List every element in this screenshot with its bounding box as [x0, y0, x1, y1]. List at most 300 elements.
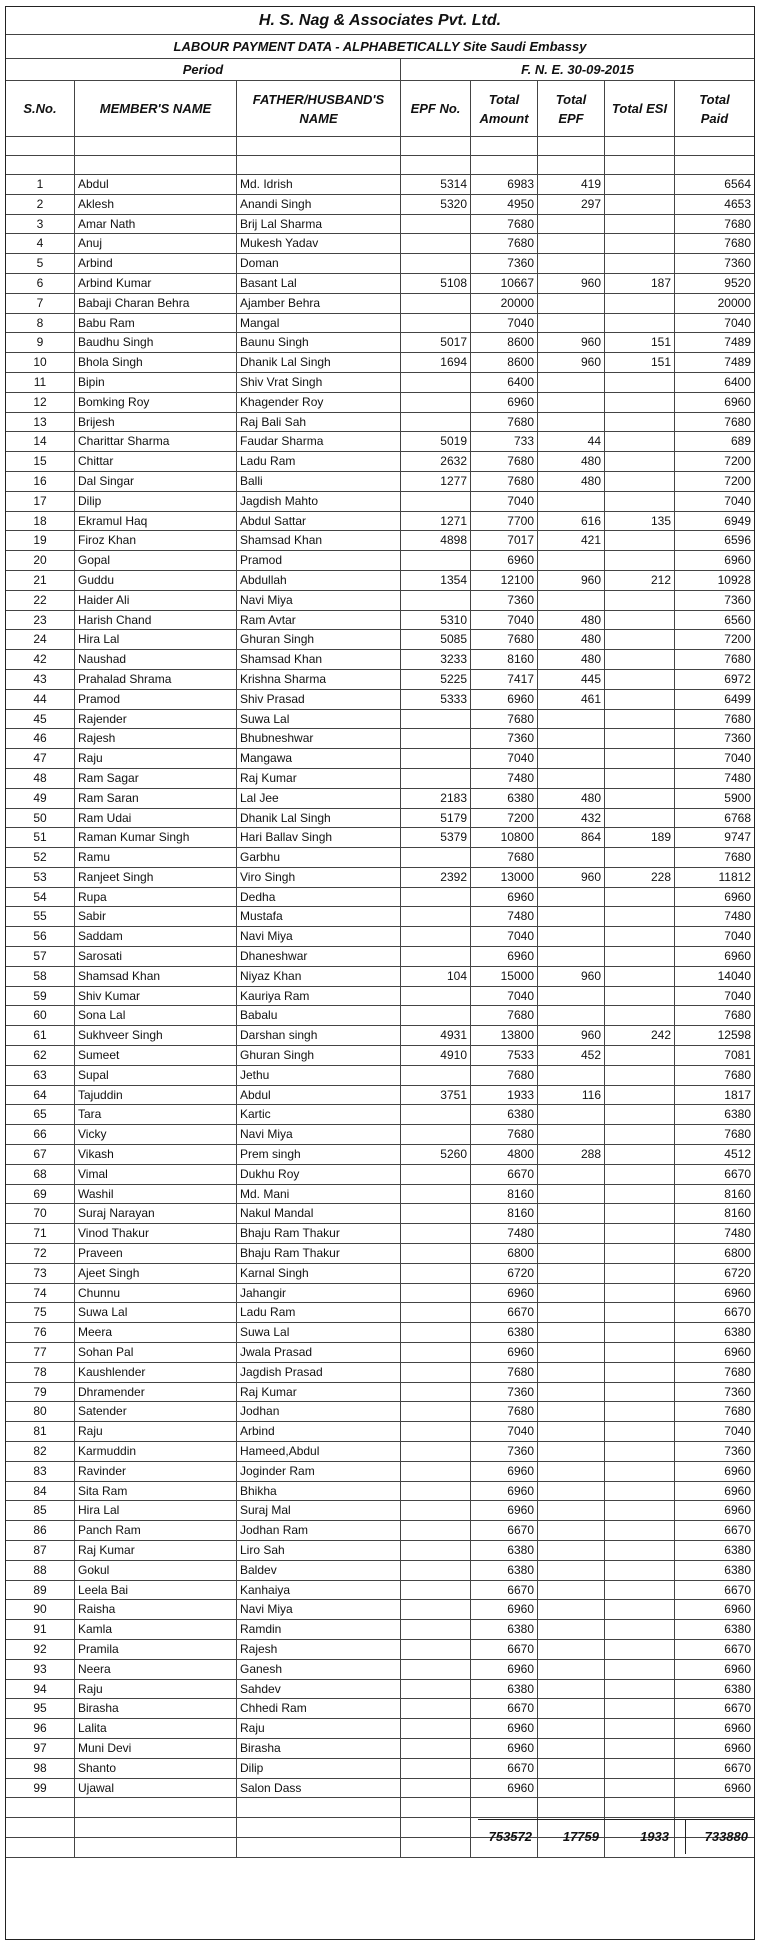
cell-sno: 46	[6, 729, 75, 748]
cell-total-amount: 6380	[471, 1680, 538, 1699]
cell-father-name: Bhubneshwar	[237, 729, 401, 748]
cell-total-paid: 6670	[724, 1701, 751, 1716]
cell-father-name: Ladu Ram	[237, 1303, 401, 1322]
cell-member-name: Bomking Roy	[75, 393, 237, 412]
cell-sno: 75	[6, 1303, 75, 1322]
cell-sno: 72	[6, 1244, 75, 1263]
cell-total-epf: 480	[538, 650, 605, 669]
cell-total-esi	[605, 591, 675, 610]
cell-total-epf	[538, 1442, 605, 1461]
cell-total-esi	[605, 1224, 675, 1243]
cell-total-esi	[605, 848, 675, 867]
cell-total-paid: 7360	[724, 256, 751, 271]
cell-total-amount: 7680	[471, 1402, 538, 1421]
cell-total-amount: 6960	[471, 393, 538, 412]
cell-member-name: Vikash	[75, 1145, 237, 1164]
cell-sno: 77	[6, 1343, 75, 1362]
cell-father-name: Hari Ballav Singh	[237, 828, 401, 847]
cell-total-epf	[538, 1105, 605, 1124]
cell-total-epf	[538, 1006, 605, 1025]
cell-epf-no: 1694	[401, 353, 471, 372]
cell-father-name: Navi Miya	[237, 927, 401, 946]
cell-total-paid: 689	[730, 434, 751, 449]
cell-father-name: Ajamber Behra	[237, 294, 401, 313]
cell-total-esi	[605, 947, 675, 966]
cell-father-name: Garbhu	[237, 848, 401, 867]
cell-epf-no	[401, 413, 471, 432]
cell-total-amount: 6960	[471, 1779, 538, 1798]
payment-sheet	[5, 6, 755, 1940]
cell-sno: 2	[6, 195, 75, 214]
cell-total-epf	[538, 591, 605, 610]
cell-sno: 95	[6, 1699, 75, 1718]
cell-sno: 57	[6, 947, 75, 966]
cell-sno: 8	[6, 314, 75, 333]
cell-total-amount: 12100	[471, 571, 538, 590]
cell-member-name: Washil	[75, 1185, 237, 1204]
cell-total-amount: 7680	[471, 848, 538, 867]
cell-epf-no	[401, 987, 471, 1006]
cell-epf-no	[401, 254, 471, 273]
cell-father-name: Balli	[237, 472, 401, 491]
cell-total-epf: 480	[538, 472, 605, 491]
cell-sno: 65	[6, 1105, 75, 1124]
cell-epf-no	[401, 1640, 471, 1659]
cell-father-name: Ghuran Singh	[237, 1046, 401, 1065]
table-row	[6, 611, 754, 631]
cell-sno: 92	[6, 1640, 75, 1659]
table-row	[6, 1303, 754, 1323]
cell-total-paid: 6960	[724, 1740, 751, 1755]
table-row	[6, 1145, 754, 1165]
cell-member-name: Pramod	[75, 690, 237, 709]
cell-epf-no	[401, 492, 471, 511]
header-epf-no: EPF No.	[401, 81, 471, 136]
cell-total-paid: 6960	[724, 1503, 751, 1518]
cell-sno: 94	[6, 1680, 75, 1699]
cell-total-paid: 7360	[724, 731, 751, 746]
cell-father-name: Bhaju Ram Thakur	[237, 1244, 401, 1263]
cell-total-epf	[538, 1383, 605, 1402]
cell-total-paid: 6960	[724, 1661, 751, 1676]
cell-member-name: Shanto	[75, 1759, 237, 1778]
table-row	[6, 1482, 754, 1502]
cell-epf-no	[401, 373, 471, 392]
cell-total-esi	[605, 611, 675, 630]
cell-total-amount: 6960	[471, 1482, 538, 1501]
cell-total-epf	[538, 373, 605, 392]
table-row	[6, 1759, 754, 1779]
cell-total-amount: 6960	[471, 1660, 538, 1679]
cell-total-paid: 6949	[724, 513, 751, 528]
cell-father-name: Baldev	[237, 1561, 401, 1580]
cell-total-epf	[538, 888, 605, 907]
cell-sno: 97	[6, 1739, 75, 1758]
cell-sno: 53	[6, 868, 75, 887]
cell-member-name: Ram Sagar	[75, 769, 237, 788]
cell-father-name: Kauriya Ram	[237, 987, 401, 1006]
blank-row	[6, 1798, 754, 1818]
cell-total-amount: 8160	[471, 1204, 538, 1223]
cell-sno: 12	[6, 393, 75, 412]
cell-sno: 56	[6, 927, 75, 946]
cell-total-amount: 6960	[471, 1719, 538, 1738]
cell-total-epf	[538, 987, 605, 1006]
cell-member-name: Satender	[75, 1402, 237, 1421]
table-row	[6, 234, 754, 254]
cell-total-paid: 6768	[724, 810, 751, 825]
cell-total-paid: 9520	[724, 275, 751, 290]
table-row	[6, 531, 754, 551]
cell-sno: 22	[6, 591, 75, 610]
table-row	[6, 1581, 754, 1601]
cell-total-amount: 7680	[471, 1066, 538, 1085]
cell-total-epf	[538, 1402, 605, 1421]
cell-sno: 82	[6, 1442, 75, 1461]
cell-sno: 87	[6, 1541, 75, 1560]
cell-father-name: Shiv Vrat Singh	[237, 373, 401, 392]
cell-father-name: Md. Mani	[237, 1185, 401, 1204]
cell-father-name: Md. Idrish	[237, 175, 401, 194]
cell-total-amount: 7680	[471, 413, 538, 432]
cell-epf-no: 5310	[401, 611, 471, 630]
cell-total-amount: 13800	[471, 1026, 538, 1045]
cell-member-name: Gokul	[75, 1561, 237, 1580]
table-row	[6, 1006, 754, 1026]
cell-total-amount: 7680	[471, 710, 538, 729]
cell-member-name: Firoz Khan	[75, 531, 237, 550]
table-row	[6, 1402, 754, 1422]
cell-total-amount: 7680	[471, 472, 538, 491]
cell-total-paid: 6720	[724, 1265, 751, 1280]
table-row	[6, 1244, 754, 1264]
cell-total-amount: 7700	[471, 512, 538, 531]
cell-total-paid: 6960	[724, 1463, 751, 1478]
cell-total-paid: 6560	[724, 612, 751, 627]
cell-total-epf: 960	[538, 967, 605, 986]
cell-total-epf: 960	[538, 274, 605, 293]
total-amount-sum: 753572	[488, 1829, 532, 1844]
cell-father-name: Karnal Singh	[237, 1264, 401, 1283]
cell-total-esi	[605, 690, 675, 709]
cell-total-epf: 960	[538, 868, 605, 887]
cell-total-amount: 6960	[471, 1600, 538, 1619]
total-esi-sum: 1933	[640, 1829, 669, 1844]
cell-total-paid: 7040	[724, 1424, 751, 1439]
cell-total-epf	[538, 710, 605, 729]
table-row	[6, 1739, 754, 1759]
cell-total-paid: 7480	[724, 770, 751, 785]
cell-total-paid: 7360	[724, 592, 751, 607]
cell-total-epf	[538, 947, 605, 966]
cell-total-paid: 7680	[724, 1067, 751, 1082]
cell-epf-no: 104	[401, 967, 471, 986]
cell-epf-no: 5019	[401, 432, 471, 451]
cell-total-paid: 7680	[724, 236, 751, 251]
cell-sno: 43	[6, 670, 75, 689]
cell-father-name: Bhaju Ram Thakur	[237, 1224, 401, 1243]
cell-epf-no	[401, 947, 471, 966]
cell-epf-no	[401, 1581, 471, 1600]
cell-sno: 88	[6, 1561, 75, 1580]
cell-member-name: Karmuddin	[75, 1442, 237, 1461]
cell-total-paid: 7680	[724, 216, 751, 231]
cell-total-paid: 7200	[724, 632, 751, 647]
table-row	[6, 294, 754, 314]
cell-member-name: Panch Ram	[75, 1521, 237, 1540]
cell-member-name: Lalita	[75, 1719, 237, 1738]
cell-total-esi	[605, 1343, 675, 1362]
cell-sno: 84	[6, 1482, 75, 1501]
cell-member-name: Arbind Kumar	[75, 274, 237, 293]
cell-father-name: Mangal	[237, 314, 401, 333]
cell-total-amount: 6960	[471, 551, 538, 570]
cell-total-paid: 14040	[717, 968, 751, 983]
cell-total-amount: 10667	[471, 274, 538, 293]
cell-sno: 6	[6, 274, 75, 293]
cell-total-amount: 6670	[471, 1699, 538, 1718]
cell-epf-no: 5314	[401, 175, 471, 194]
cell-total-esi	[605, 1719, 675, 1738]
cell-total-epf	[538, 927, 605, 946]
cell-member-name: Amar Nath	[75, 215, 237, 234]
cell-member-name: Shiv Kumar	[75, 987, 237, 1006]
cell-member-name: Praveen	[75, 1244, 237, 1263]
cell-father-name: Mustafa	[237, 907, 401, 926]
cell-total-esi	[605, 452, 675, 471]
cell-total-esi	[605, 1105, 675, 1124]
cell-total-epf	[538, 1660, 605, 1679]
cell-total-esi	[605, 234, 675, 253]
cell-father-name: Raju	[237, 1719, 401, 1738]
cell-total-paid: 6960	[724, 889, 751, 904]
cell-total-epf: 960	[538, 1026, 605, 1045]
cell-epf-no: 5320	[401, 195, 471, 214]
cell-father-name: Abdullah	[237, 571, 401, 590]
cell-father-name: Dilip	[237, 1759, 401, 1778]
cell-total-esi	[605, 531, 675, 550]
cell-member-name: Suraj Narayan	[75, 1204, 237, 1223]
cell-father-name: Dukhu Roy	[237, 1165, 401, 1184]
cell-total-amount: 7480	[471, 769, 538, 788]
cell-member-name: Raju	[75, 1680, 237, 1699]
cell-total-amount: 13000	[471, 868, 538, 887]
cell-member-name: Ramu	[75, 848, 237, 867]
cell-member-name: Suwa Lal	[75, 1303, 237, 1322]
cell-sno: 89	[6, 1581, 75, 1600]
cell-member-name: Aklesh	[75, 195, 237, 214]
cell-total-epf	[538, 551, 605, 570]
cell-total-amount: 6960	[471, 690, 538, 709]
cell-total-esi	[605, 1006, 675, 1025]
cell-total-epf: 461	[538, 690, 605, 709]
table-row	[6, 749, 754, 769]
cell-sno: 48	[6, 769, 75, 788]
table-row	[6, 868, 754, 888]
cell-epf-no	[401, 769, 471, 788]
cell-father-name: Suwa Lal	[237, 1323, 401, 1342]
cell-total-esi	[605, 1402, 675, 1421]
cell-total-epf	[538, 1363, 605, 1382]
cell-sno: 78	[6, 1363, 75, 1382]
cell-sno: 81	[6, 1422, 75, 1441]
cell-total-paid: 7040	[724, 493, 751, 508]
cell-total-esi	[605, 215, 675, 234]
cell-sno: 73	[6, 1264, 75, 1283]
cell-epf-no: 4898	[401, 531, 471, 550]
cell-total-paid: 7040	[724, 988, 751, 1003]
cell-total-esi	[605, 413, 675, 432]
table-row	[6, 393, 754, 413]
cell-sno: 55	[6, 907, 75, 926]
cell-total-epf: 480	[538, 789, 605, 808]
cell-sno: 62	[6, 1046, 75, 1065]
cell-total-epf	[538, 1561, 605, 1580]
cell-total-epf: 960	[538, 333, 605, 352]
cell-total-amount: 7040	[471, 492, 538, 511]
cell-sno: 20	[6, 551, 75, 570]
cell-total-epf	[538, 1620, 605, 1639]
cell-member-name: Rupa	[75, 888, 237, 907]
cell-total-epf: 419	[538, 175, 605, 194]
cell-total-esi	[605, 1541, 675, 1560]
cell-epf-no	[401, 1561, 471, 1580]
table-row	[6, 1204, 754, 1224]
cell-total-esi	[605, 1759, 675, 1778]
cell-epf-no	[401, 888, 471, 907]
cell-sno: 49	[6, 789, 75, 808]
table-row	[6, 274, 754, 294]
cell-total-amount: 1933	[471, 1086, 538, 1105]
cell-total-paid: 8160	[724, 1186, 751, 1201]
cell-member-name: Guddu	[75, 571, 237, 590]
cell-total-paid: 7480	[724, 909, 751, 924]
cell-total-paid: 12598	[717, 1028, 751, 1043]
cell-epf-no	[401, 1165, 471, 1184]
cell-total-amount: 7533	[471, 1046, 538, 1065]
cell-total-paid: 7480	[724, 1226, 751, 1241]
cell-total-amount: 6983	[471, 175, 538, 194]
cell-total-esi	[605, 987, 675, 1006]
cell-total-epf	[538, 215, 605, 234]
cell-sno: 42	[6, 650, 75, 669]
cell-father-name: Darshan singh	[237, 1026, 401, 1045]
cell-member-name: Sita Ram	[75, 1482, 237, 1501]
cell-father-name: Kanhaiya	[237, 1581, 401, 1600]
cell-sno: 51	[6, 828, 75, 847]
cell-total-amount: 7040	[471, 611, 538, 630]
cell-total-epf	[538, 1343, 605, 1362]
cell-epf-no	[401, 1105, 471, 1124]
cell-total-amount: 6960	[471, 947, 538, 966]
cell-sno: 96	[6, 1719, 75, 1738]
cell-member-name: Sohan Pal	[75, 1343, 237, 1362]
cell-total-esi	[605, 729, 675, 748]
table-row	[6, 215, 754, 235]
cell-total-epf	[538, 729, 605, 748]
cell-total-epf	[538, 234, 605, 253]
cell-father-name: Rajesh	[237, 1640, 401, 1659]
cell-epf-no	[401, 234, 471, 253]
cell-total-epf	[538, 1640, 605, 1659]
cell-total-paid: 7680	[724, 711, 751, 726]
cell-father-name: Navi Miya	[237, 591, 401, 610]
cell-epf-no	[401, 749, 471, 768]
cell-father-name: Suwa Lal	[237, 710, 401, 729]
cell-total-epf	[538, 1224, 605, 1243]
table-row	[6, 1165, 754, 1185]
cell-total-paid: 7680	[724, 850, 751, 865]
cell-member-name: Kamla	[75, 1620, 237, 1639]
cell-epf-no: 2632	[401, 452, 471, 471]
cell-father-name: Liro Sah	[237, 1541, 401, 1560]
table-row	[6, 1086, 754, 1106]
table-row	[6, 1600, 754, 1620]
cell-epf-no	[401, 1660, 471, 1679]
cell-total-epf	[538, 1680, 605, 1699]
cell-total-esi	[605, 1244, 675, 1263]
cell-sno: 21	[6, 571, 75, 590]
cell-total-paid: 6670	[724, 1166, 751, 1181]
cell-epf-no	[401, 215, 471, 234]
cell-epf-no: 3751	[401, 1086, 471, 1105]
cell-total-paid: 6670	[724, 1305, 751, 1320]
cell-total-amount: 8600	[471, 333, 538, 352]
cell-epf-no	[401, 1482, 471, 1501]
cell-total-amount: 6670	[471, 1640, 538, 1659]
table-row	[6, 967, 754, 987]
cell-sno: 16	[6, 472, 75, 491]
cell-total-amount: 6380	[471, 1541, 538, 1560]
cell-total-paid: 7200	[724, 473, 751, 488]
cell-total-esi	[605, 670, 675, 689]
cell-total-paid: 20000	[717, 295, 751, 310]
cell-sno: 93	[6, 1660, 75, 1679]
cell-total-esi	[605, 1086, 675, 1105]
cell-total-epf	[538, 1581, 605, 1600]
cell-member-name: Charittar Sharma	[75, 432, 237, 451]
cell-total-paid: 6670	[724, 1641, 751, 1656]
cell-total-epf: 44	[538, 432, 605, 451]
cell-epf-no: 5085	[401, 630, 471, 649]
cell-epf-no: 2392	[401, 868, 471, 887]
cell-member-name: Raj Kumar	[75, 1541, 237, 1560]
cell-total-esi	[605, 710, 675, 729]
cell-total-amount: 7040	[471, 1422, 538, 1441]
cell-sno: 7	[6, 294, 75, 313]
cell-member-name: Raju	[75, 749, 237, 768]
cell-member-name: Ranjeet Singh	[75, 868, 237, 887]
table-row	[6, 1620, 754, 1640]
table-row	[6, 254, 754, 274]
table-row	[6, 907, 754, 927]
table-row	[6, 828, 754, 848]
cell-total-epf	[538, 1204, 605, 1223]
table-row	[6, 1699, 754, 1719]
cell-total-amount: 8160	[471, 650, 538, 669]
cell-member-name: Sabir	[75, 907, 237, 926]
cell-total-epf: 960	[538, 571, 605, 590]
cell-total-paid: 6499	[724, 691, 751, 706]
cell-total-paid: 11812	[718, 869, 751, 884]
cell-epf-no: 5333	[401, 690, 471, 709]
cell-total-esi	[605, 1145, 675, 1164]
cell-total-paid: 6380	[724, 1681, 751, 1696]
cell-epf-no	[401, 1699, 471, 1718]
cell-member-name: Muni Devi	[75, 1739, 237, 1758]
cell-total-esi	[605, 650, 675, 669]
cell-father-name: Mangawa	[237, 749, 401, 768]
